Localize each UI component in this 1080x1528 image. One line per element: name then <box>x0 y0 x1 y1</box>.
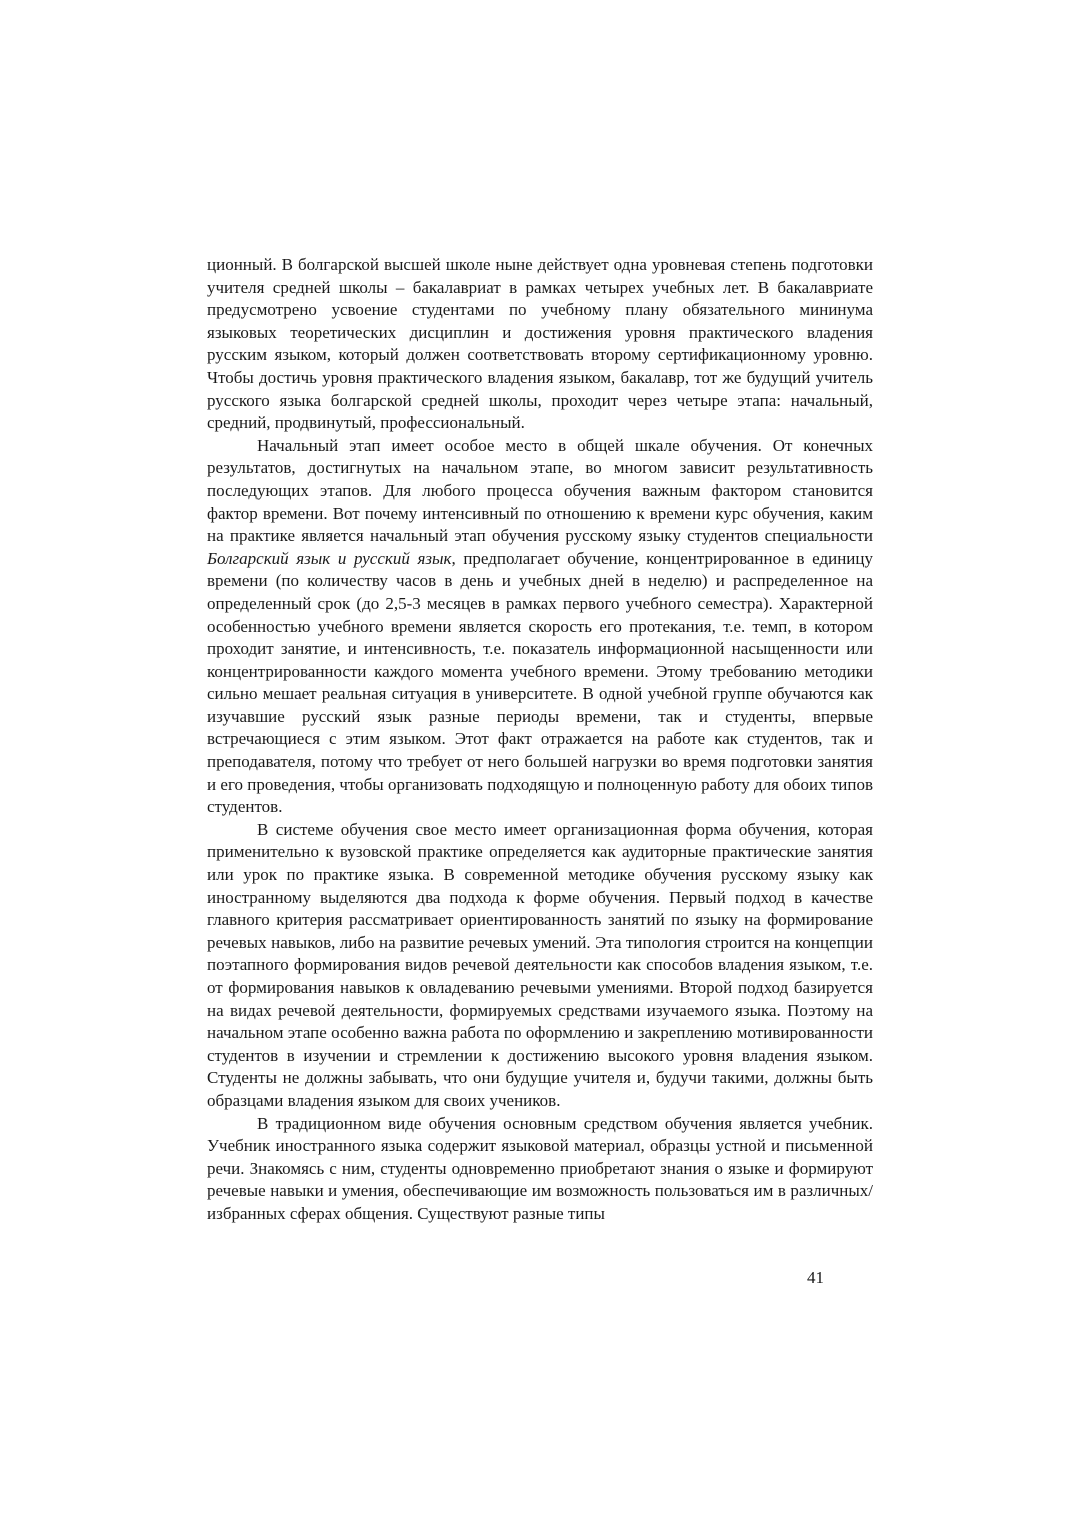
paragraph-3: В системе обучения свое место имеет организационная форма обучения, которая применительно к вузовской практике определяется как аудиторные практические занятия или урок по практике языка. В современной методике обучения русскому языку как иностранному выделяются два подхода к форме обучения. Первый подход в качестве главного критерия рассматривает ориентированность занятий по языку на формирование речевых навыков, либо на развитие речевых умений. Эта типология строится на концепции поэтапного формирования видов речевой деятельности как способов владения языком, т.е. от формирования навыков к овладеванию речевыми умениями. Второй подход базируется на видах речевой деятельности, формируемых средствами изучаемого языка. Поэтому на начальном этапе особенно важна работа по оформлению и закреплению мотивированности студентов в изучении и стремлении к достижению высокого уровня владения языком. Студенты не должны забывать, что они будущие учителя и, будучи такими, должны быть образцами владения языком для своих учеников. <box>207 819 873 1110</box>
paragraph-2-text-start: Начальный этап имеет особое место в общей шкале обучения. От конечных результатов, достигнутых на начальном этапе, во многом зависит результативность последующих этапов. Для любого процесса обучения важным фактором становится фактор времени. Вот почему интенсивный по отношению к времени курс обучения, каким на практике является начальный этап обучения русскому языку студентов специальности <box>207 435 873 546</box>
page-body-text <box>207 254 873 1226</box>
paragraph-2-text-end: , предполагает обучение, концентрированное в единицу времени (по количеству часов в день и учебных дней в неделю) и распределенное на определенный срок (до 2,5-3 месяцев в рамках первого учебного семестра). Характерной особенностью учебного времени является скорость его протекания, т.е. темп, в котором проходит занятие, и интенсивность, т.е. показатель информационной насыщенности или концентрированности каждого момента учебного времени. Этому требованию методики сильно мешает реальная ситуация в университете. В одной учебной группе обучаются как изучавшие русский язык разные периоды времени, так и студенты, впервые встречающиеся с этим языком. Этот факт отражается на работе как студентов, так и преподавателя, потому что требует от него большей нагрузки во время подготовки занятия и его проведения, чтобы организовать подходящую и полноценную работу для обоих типов студентов. <box>207 548 873 817</box>
paragraph-2 <box>207 435 873 819</box>
page-number: 41 <box>807 1268 824 1287</box>
paragraph-1: ционный. В болгарской высшей школе ныне действует одна уровневая степень подготовки учителя средней школы – бакалавриат в рамках четырех учебных лет. В бакалавриате предусмотрено усвоение студентами по учебному плану обязательного мининума языковых теоретических дисциплин и достижения уровня практического владения русским языком, который должен соответствовать второму сертификационному уровню. Чтобы достичь уровня практического владения языком, бакалавр, тот же будущий учитель русского языка болгарской средней школы, проходит через четыре этапа: начальный, средний, продвинутый, профессиональный. <box>207 255 873 433</box>
paragraph-4: В традиционном виде обучения основным средством обучения является учебник. Учебник иностранного языка содержит языковой материал, образцы устной и письменной речи. Знакомясь с ним, студенты одновременно приобретают знания о языке и формируют речевые навыки и умения, обеспечивающие им возможность пользоваться им в различных/избранных сферах общения. Существуют разные типы <box>207 1113 873 1223</box>
specialty-name-italic: Болгарский язык и русский язык <box>207 548 452 568</box>
